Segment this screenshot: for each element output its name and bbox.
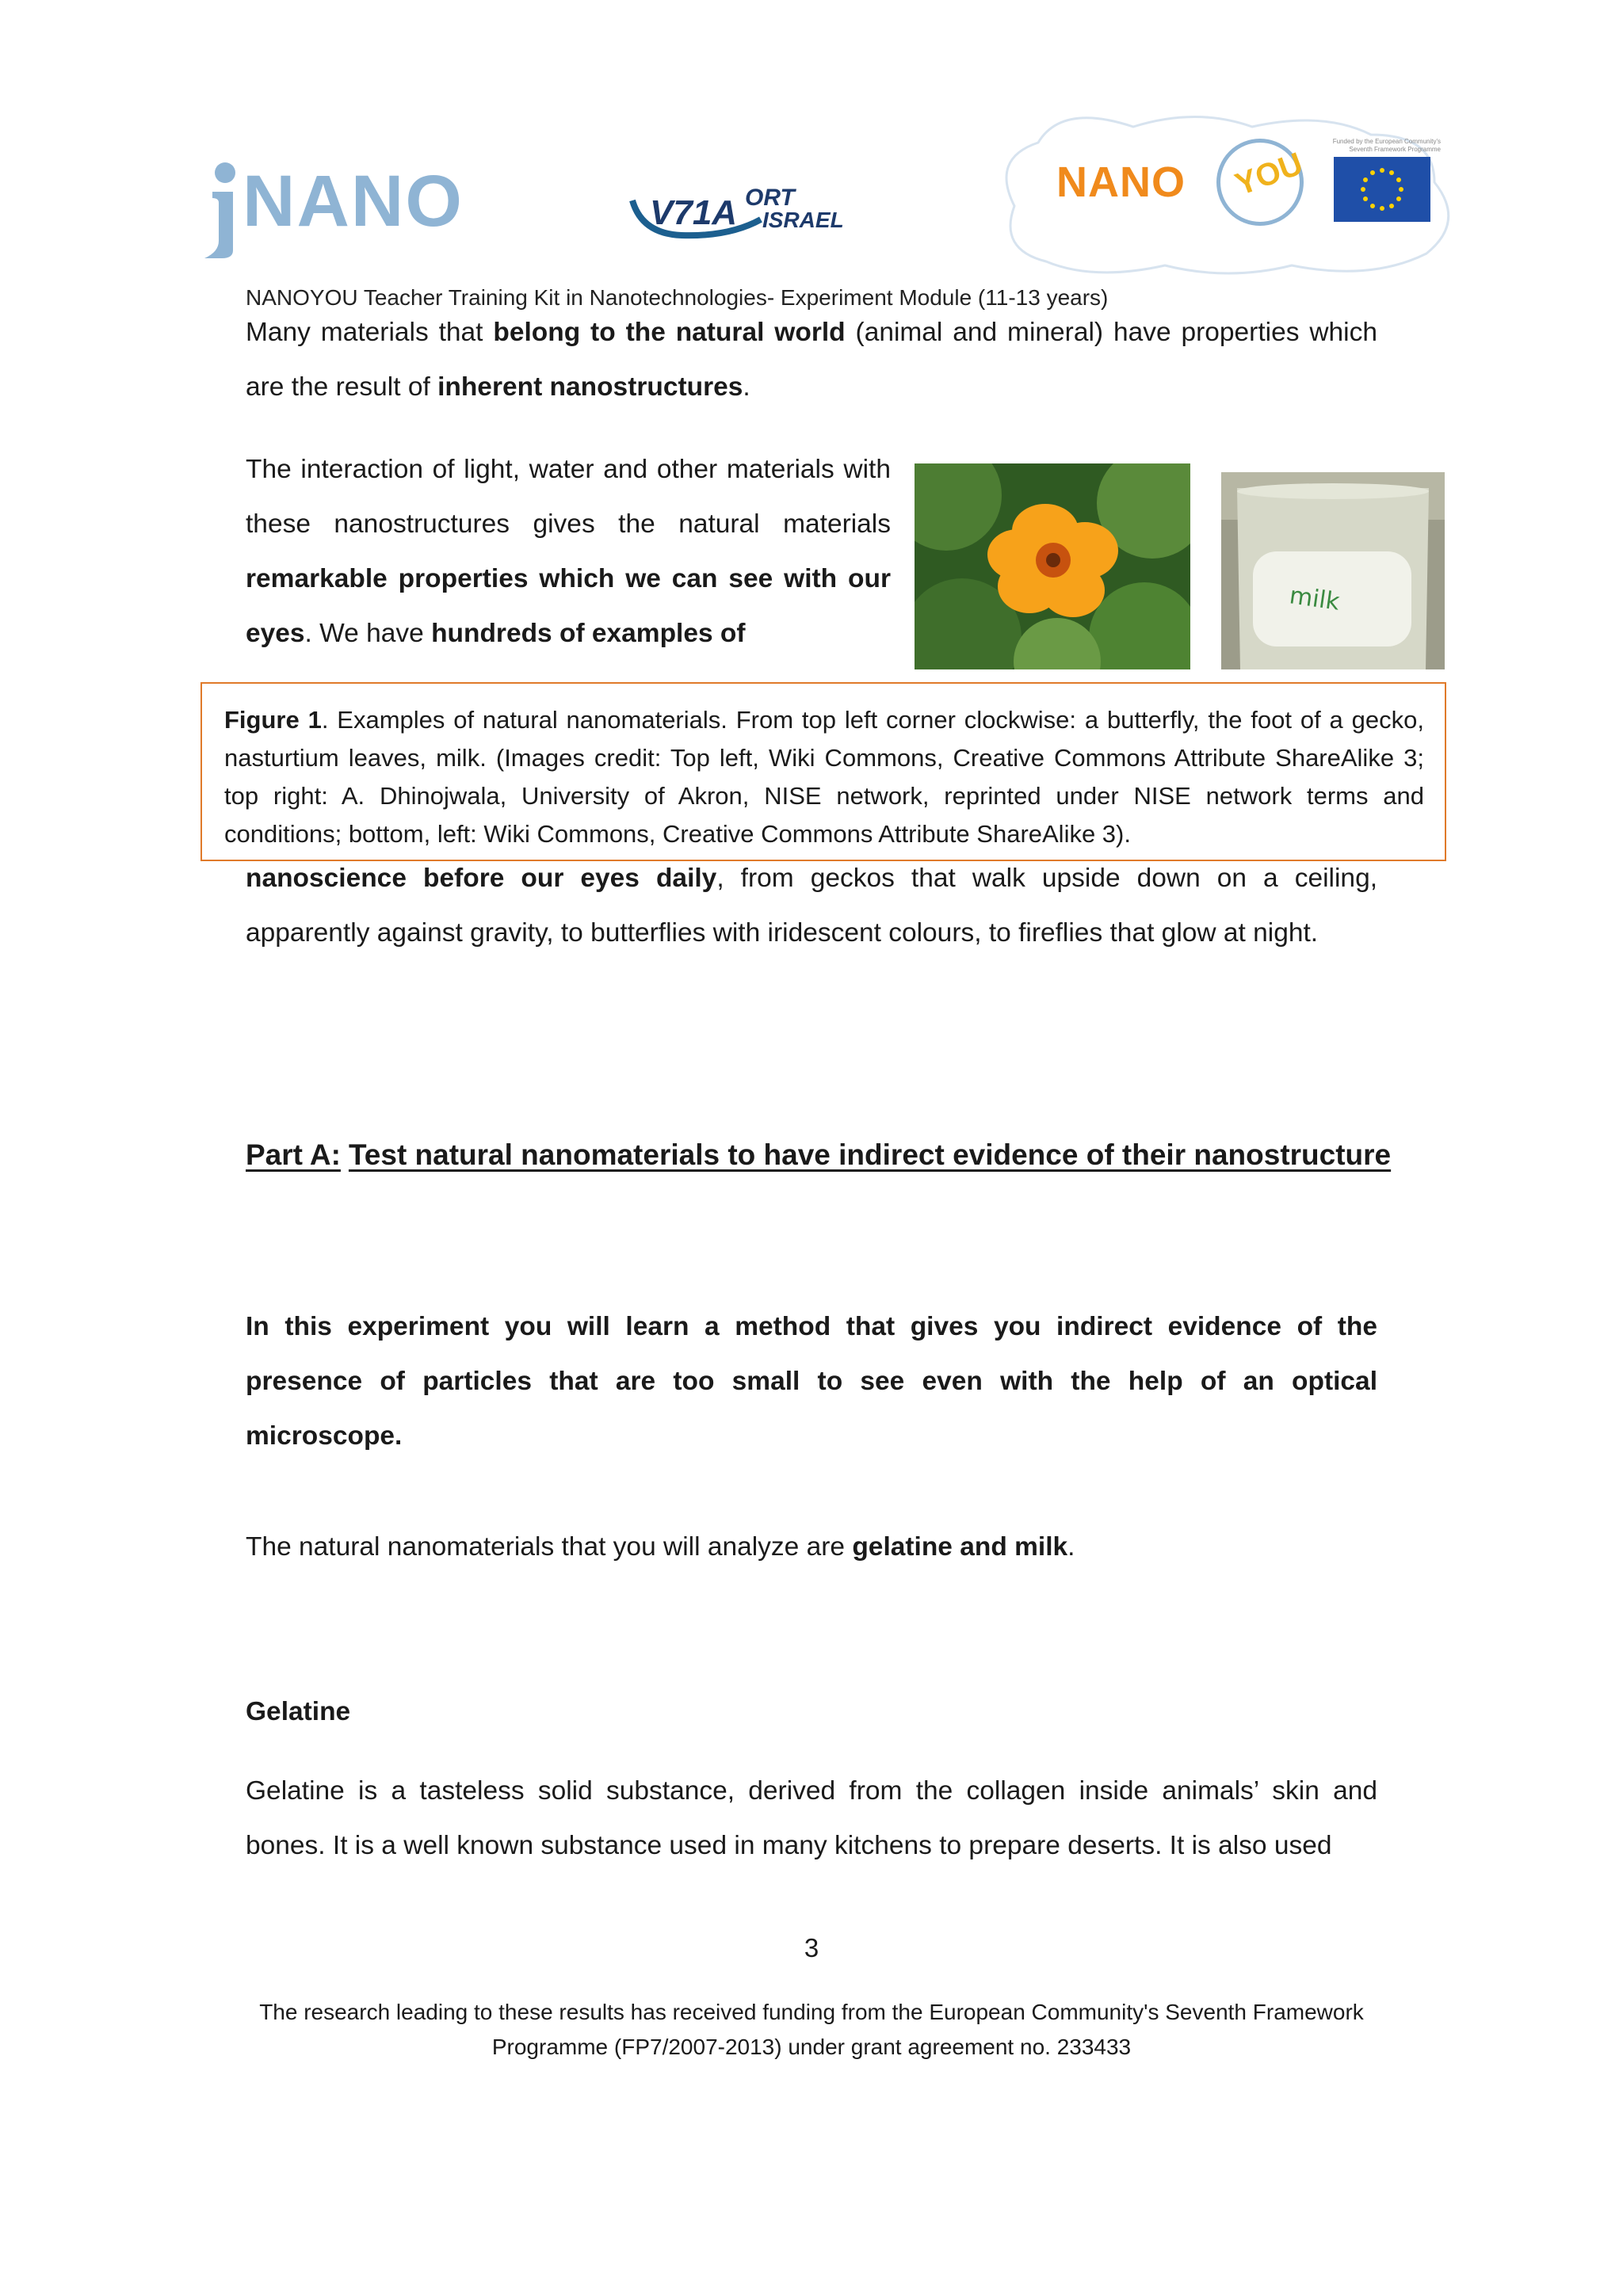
part-a-title: Test natural nanomaterials to have indirect evidence of their nanostructure	[348, 1138, 1392, 1171]
eu-flag-icon	[1334, 157, 1430, 222]
footer-line-2: Programme (FP7/2007-2013) under grant agreement no. 233433	[491, 2035, 1132, 2059]
svg-text:ISRAEL: ISRAEL	[762, 208, 844, 232]
milk-label: milk	[1287, 582, 1342, 616]
nasturtium-photo	[915, 463, 1190, 669]
intro-paragraph-1: Many materials that belong to the natural world (animal and mineral) have properties which are the result of inherent nanostructures.	[246, 318, 1377, 402]
funding-footer	[238, 1995, 1385, 2065]
nano-logo-text: NANO	[1056, 158, 1186, 206]
intro-paragraph-2: The interaction of light, water and other materials with these nanostructures gives the natural materials remarkable properties which we can see with our eyes. We have hundreds of examples of	[246, 455, 891, 648]
ort-israel-logo	[626, 178, 864, 242]
svg-text:V71A: V71A	[650, 193, 738, 232]
experiment-intro: In this experiment you will learn a method that gives you indirect evidence of the presence of particles that are too small to see even with the help of an optical microscope.	[246, 1312, 1377, 1451]
part-a-heading	[246, 1138, 1391, 1172]
inano-i-mark	[198, 162, 244, 260]
gelatine-heading: Gelatine	[246, 1697, 351, 1726]
running-title: NANOYOU Teacher Training Kit in Nanotechnologies- Experiment Module (11-13 years)	[246, 285, 1109, 310]
page-number: 3	[804, 1933, 819, 1962]
analyze-sentence: The natural nanomaterials that you will analyze are gelatine and milk.	[246, 1532, 1075, 1562]
milk-glass-photo	[1221, 472, 1445, 669]
you-logo-text: YOU	[1231, 146, 1308, 203]
footer-line-1: The research leading to these results has received funding from the European Community's Seventh Framework	[259, 2000, 1364, 2024]
inano-logo-text: NANO	[242, 161, 464, 242]
eu-funding-note: Funded by the European Community's Seventh Framework Programme	[1332, 138, 1441, 153]
part-a-label: Part A:	[246, 1138, 341, 1171]
gelatine-paragraph: Gelatine is a tasteless solid substance, derived from the collagen inside animals’ skin and bones. It is a well known substance used in many kitchens to prepare deserts. It is also used	[246, 1776, 1377, 1860]
intro-paragraph-3: nanoscience before our eyes daily, from geckos that walk upside down on a ceiling, apparently against gravity, to butterflies with iridescent colours, to fireflies that glow at night.	[246, 864, 1378, 948]
figure-caption-box	[200, 682, 1446, 861]
svg-text:ORT: ORT	[745, 185, 795, 211]
figure-caption: Figure 1. Examples of natural nanomaterials. From top left corner clockwise: a butterfly, the foot of a gecko, nasturtium leaves, milk. (Images credit: Top left, Wiki Commons, Creative Commons Attribute ShareAlike 3; top right: A. Dhinojwala, University of Akron, NISE network, reprinted under NISE network terms and conditions; bottom, left: Wiki Commons, Creative Commons Attribute ShareAlike 3).	[224, 706, 1424, 848]
